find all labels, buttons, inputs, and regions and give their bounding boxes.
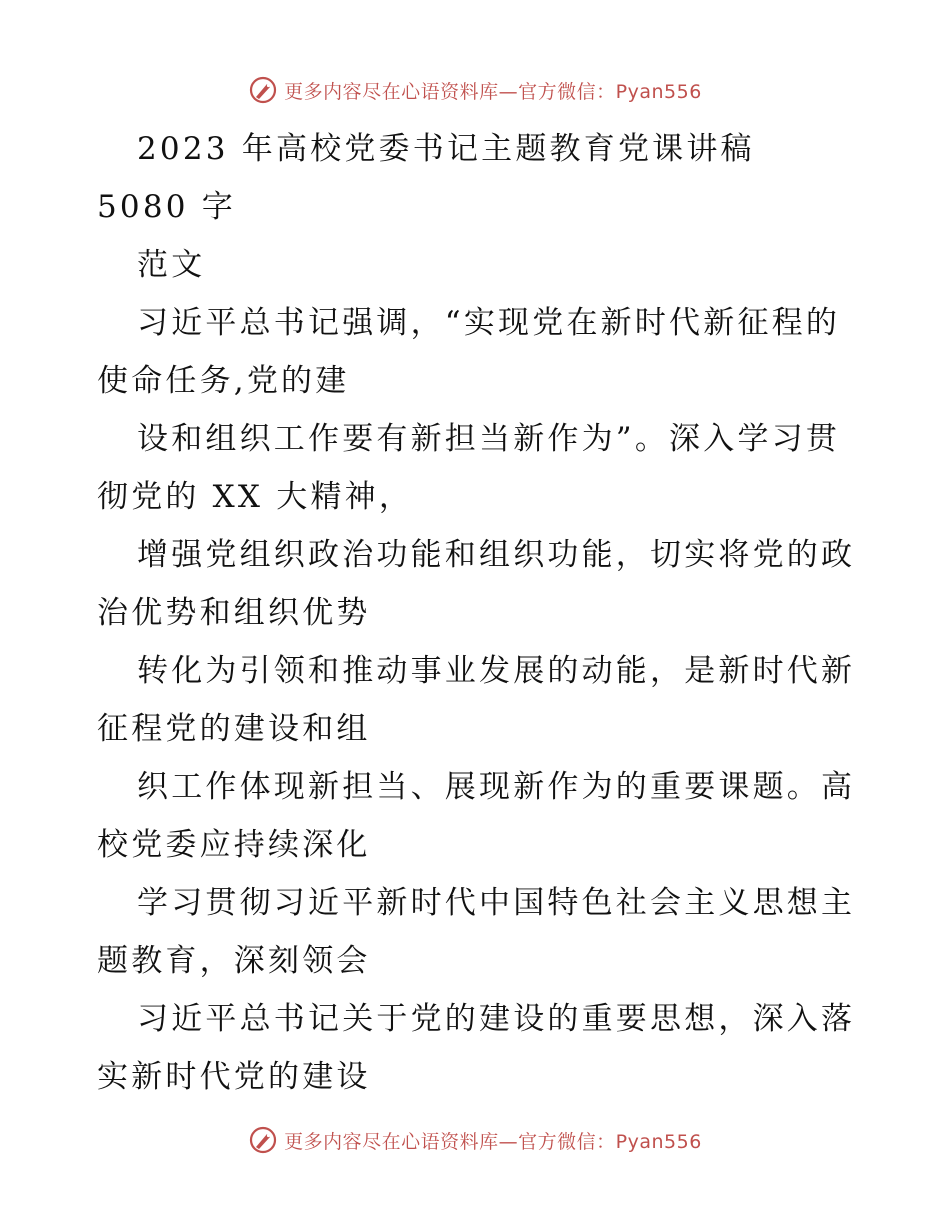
paragraph: 设和组织工作要有新担当新作为”。深入学习贯彻党的 XX 大精神， [97,421,841,515]
header-banner [0,70,950,110]
banner-text: 更多内容尽在心语资料库—官方微信：Pyan556 [284,1130,702,1153]
document-title: 2023 年高校党委书记主题教育党课讲稿 5080 字 [97,131,755,225]
paragraph: 转化为引领和推动事业发展的动能，是新时代新征程党的建设和组 [97,653,856,747]
pen-nib-icon [248,1125,278,1155]
footer-banner [0,1120,950,1160]
paragraph: 织工作体现新担当、展现新作为的重要课题。高校党委应持续深化 [97,769,856,863]
banner-text: 更多内容尽在心语资料库—官方微信：Pyan556 [284,80,702,103]
paragraph: 学习贯彻习近平新时代中国特色社会主义思想主题教育，深刻领会 [97,885,856,979]
paragraph: 增强党组织政治功能和组织功能，切实将党的政治优势和组织优势 [97,537,856,631]
paragraph: 习近平总书记关于党的建设的重要思想，深入落实新时代党的建设 [97,1001,856,1095]
paragraph: 范文 [137,247,206,283]
document-body [97,120,857,1106]
pen-nib-icon [248,75,278,105]
paragraph: 习近平总书记强调，“实现党在新时代新征程的使命任务,党的建 [97,305,841,399]
